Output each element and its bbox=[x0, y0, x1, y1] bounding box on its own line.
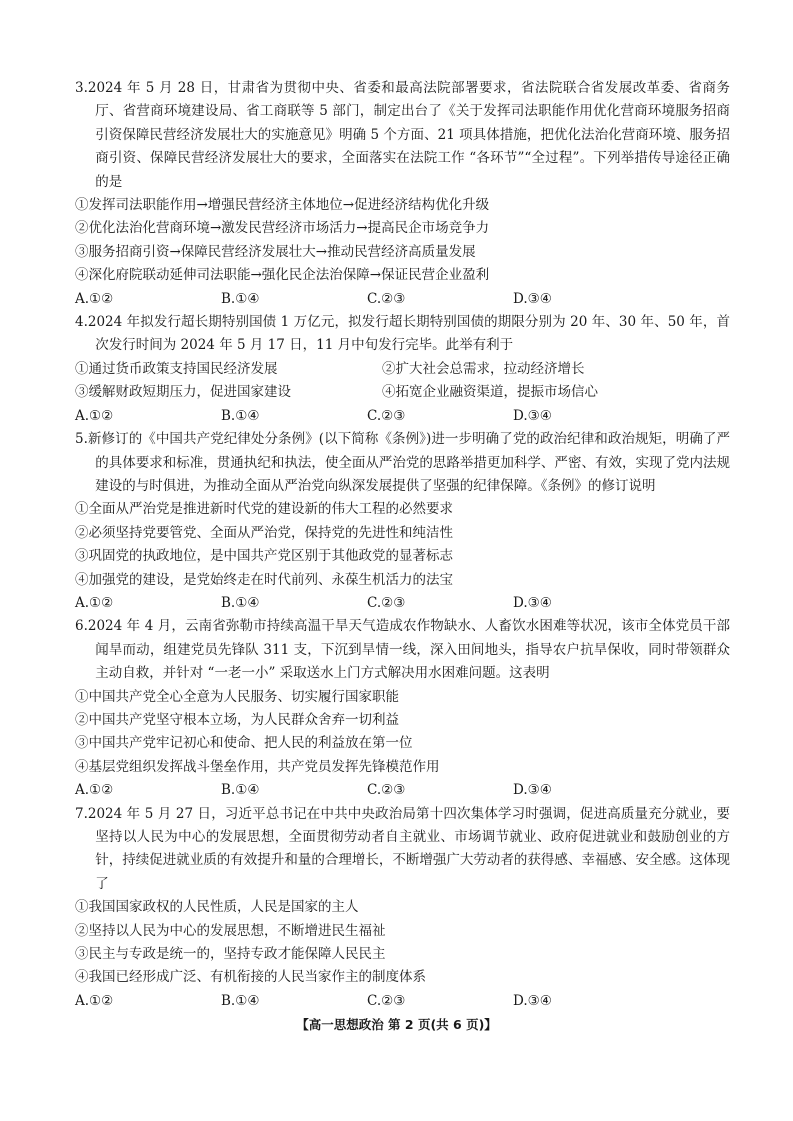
choice-b: B.①④ bbox=[221, 992, 260, 1009]
option-2: ②优化法治化营商环境→激发民营经济市场活力→提高民企市场竞争力 bbox=[75, 220, 490, 237]
choice-c: C.②③ bbox=[367, 782, 406, 799]
option-row bbox=[75, 358, 730, 381]
choice-a: A.①② bbox=[75, 992, 114, 1009]
question-3 bbox=[75, 77, 730, 311]
option-row bbox=[75, 381, 730, 404]
option-3: ③中国共产党牢记初心和使命、把人民的利益放在第一位 bbox=[75, 735, 413, 752]
choice-b: B.①④ bbox=[221, 782, 260, 799]
question-stem: 3.2024 年 5 月 28 日，甘肃省为贯彻中央、省委和最高法院部署要求，省法院联合省发展改革委、省商务厅、省营商环境建设局、省工商联等 5 部门，制定出台了《关于发挥司法职能作用优化营商环境服务招商引资保障民营经济发展壮大的实施意见》明确 5 个方面、21 项具体措施，把优化法治化营商环境、服务招商引资、保障民营经济发展壮大的要求，全面落实在法院工作 “各环节”“全过程”。下列举措传导途径正确的是 bbox=[75, 80, 730, 190]
answer-choices bbox=[75, 592, 730, 615]
choice-d: D.③④ bbox=[513, 407, 552, 424]
option-1: ①全面从严治党是推进新时代党的建设新的伟大工程的必然要求 bbox=[75, 501, 453, 518]
option-2: ②中国共产党坚守根本立场，为人民群众舍弃一切利益 bbox=[75, 711, 399, 728]
question-7 bbox=[75, 803, 730, 1014]
page-footer: 【高一思想政治 第 2 页(共 6 页)】 bbox=[296, 1017, 497, 1032]
option-4: ④拓宽企业融资渠道，提振市场信心 bbox=[382, 384, 598, 401]
question-stem: 7.2024 年 5 月 27 日，习近平总书记在中共中央政治局第十四次集体学习时强调，促进高质量充分就业，要坚持以人民为中心的发展思想，全面贯彻劳动者自主就业、市场调节就业、政府促进就业和鼓励创业的方针，持续促进就业质的有效提升和量的合理增长，不断增强广大劳动者的获得感、幸福感、安全感。这体现了 bbox=[75, 805, 730, 892]
question-5 bbox=[75, 428, 730, 615]
option-3: ③缓解财政短期压力，促进国家建设 bbox=[75, 384, 291, 401]
choice-c: C.②③ bbox=[367, 992, 406, 1009]
question-stem: 4.2024 年拟发行超长期特别国债 1 万亿元，拟发行超长期特别国债的期限分别为 20 年、30 年、50 年，首次发行时间为 2024 年 5 月 17 日，11 月中旬发行完毕。此举有利于 bbox=[75, 314, 730, 354]
option-4: ④加强党的建设，是党始终走在时代前列、永葆生机活力的法宝 bbox=[75, 571, 453, 588]
option-3: ③民主与专政是统一的，坚持专政才能保障人民民主 bbox=[75, 946, 386, 963]
option-1: ①通过货币政策支持国民经济发展 bbox=[75, 360, 278, 377]
answer-choices bbox=[75, 990, 730, 1013]
exam-page bbox=[75, 77, 730, 1013]
option-1: ①我国国家政权的人民性质，人民是国家的主人 bbox=[75, 899, 359, 916]
choice-d: D.③④ bbox=[513, 782, 552, 799]
option-2: ②扩大社会总需求，拉动经济增长 bbox=[382, 360, 585, 377]
option-3: ③巩固党的执政地位，是中国共产党区别于其他政党的显著标志 bbox=[75, 548, 453, 565]
choice-c: C.②③ bbox=[367, 290, 406, 307]
answer-choices bbox=[75, 779, 730, 802]
choice-a: A.①② bbox=[75, 407, 114, 424]
answer-choices bbox=[75, 405, 730, 428]
choice-d: D.③④ bbox=[513, 290, 552, 307]
option-4: ④深化府院联动延伸司法职能→强化民企法治保障→保证民营企业盈利 bbox=[75, 267, 490, 284]
choice-a: A.①② bbox=[75, 782, 114, 799]
option-4: ④我国已经形成广泛、有机衔接的人民当家作主的制度体系 bbox=[75, 969, 426, 986]
option-2: ②必须坚持党要管党、全面从严治党，保持党的先进性和纯洁性 bbox=[75, 524, 453, 541]
question-4 bbox=[75, 311, 730, 428]
choice-a: A.①② bbox=[75, 594, 114, 611]
choice-d: D.③④ bbox=[513, 992, 552, 1009]
option-4: ④基层党组织发挥战斗堡垒作用，共产党员发挥先锋模范作用 bbox=[75, 758, 440, 775]
choice-b: B.①④ bbox=[221, 290, 260, 307]
option-1: ①中国共产党全心全意为人民服务、切实履行国家职能 bbox=[75, 688, 399, 705]
option-2: ②坚持以人民为中心的发展思想，不断增进民生福祉 bbox=[75, 922, 386, 939]
question-stem: 6.2024 年 4 月，云南省弥勒市持续高温干旱天气造成农作物缺水、人畜饮水困难等状况，该市全体党员干部闻旱而动，组建党员先锋队 311 支，下沉到旱情一线，深入田间地头，指导农户抗旱保收，同时带领群众主动自救，并针对 “一老一小” 采取送水上门方式解决用水困难问题。这表明 bbox=[75, 618, 730, 682]
choice-c: C.②③ bbox=[367, 594, 406, 611]
choice-b: B.①④ bbox=[221, 594, 260, 611]
question-6 bbox=[75, 615, 730, 802]
question-stem: 5.新修订的《中国共产党纪律处分条例》(以下简称《条例》)进一步明确了党的政治纪律和政治规矩，明确了严的具体要求和标准，贯通执纪和执法，使全面从严治党的思路举措更加科学、严密、有效，实现了党内法规建设的与时俱进，为推动全面从严治党向纵深发展提供了坚强的纪律保障。《条例》的修订说明 bbox=[75, 431, 730, 494]
option-3: ③服务招商引资→保障民营经济发展壮大→推动民营经济高质量发展 bbox=[75, 243, 476, 260]
choice-c: C.②③ bbox=[367, 407, 406, 424]
choice-a: A.①② bbox=[75, 290, 114, 307]
answer-choices bbox=[75, 288, 730, 311]
option-1: ①发挥司法职能作用→增强民营经济主体地位→促进经济结构优化升级 bbox=[75, 197, 490, 214]
choice-b: B.①④ bbox=[221, 407, 260, 424]
choice-d: D.③④ bbox=[513, 594, 552, 611]
